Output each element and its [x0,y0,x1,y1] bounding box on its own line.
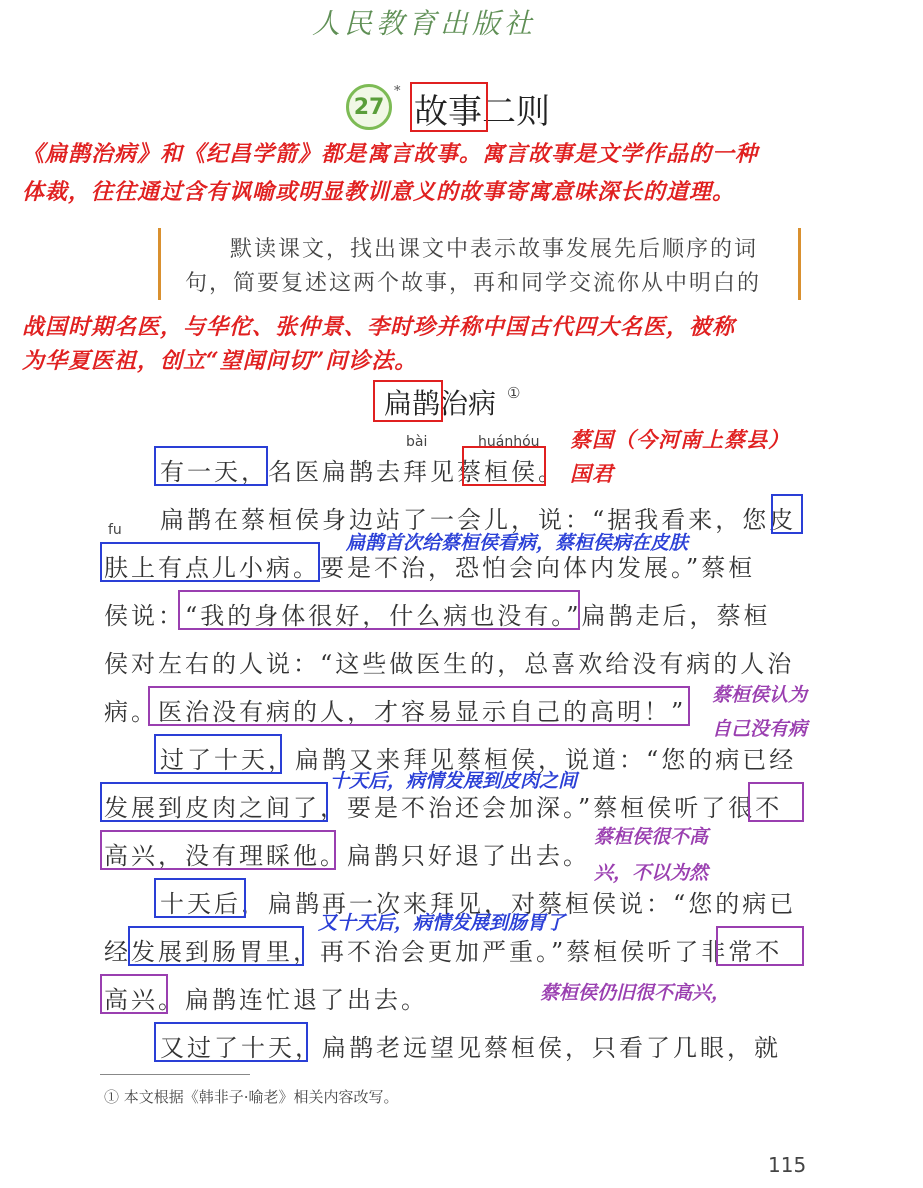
story-title-highlight-box [373,380,443,422]
footnote-marker: ① [507,384,521,402]
note-unhappy-2: 兴，不以为然 [594,862,709,884]
story-line-8: 发展到皮肉之间了，要是不治还会加深。”蔡桓侯听了很不 [104,794,783,822]
prompt-left-bar [158,228,161,300]
footnote-rule [100,1074,250,1075]
box-gaoxing-li [100,830,336,870]
story-title: 扁鹊治病 [384,387,497,420]
note-no-illness-2: 自己没有病 [712,718,808,740]
pinyin-fu: fu [108,522,122,538]
note-ruler: 国君 [570,461,614,486]
prompt-line1: 默读课文，找出课文中表示故事发展先后顺序的词 [230,237,759,262]
lesson-title: 故事二则 [414,92,550,132]
story-line-10: 十天后，扁鹊再一次来拜见，对蔡桓侯说：“您的病已 [160,890,797,918]
story-line-13: 又过了十天，扁鹊老远望见蔡桓侯，只看了几眼，就 [160,1034,781,1062]
box-shenti-henhao [178,590,580,630]
genre-annotation-line2: 体裁，往往通过含有讽喻或明显教训意义的故事寄寓意味深长的道理。 [22,179,736,205]
story-line-9: 高兴，没有理睬他。扁鹊只好退了出去。 [104,842,590,870]
box-feichang-bu [716,926,804,966]
page-number: 115 [768,1153,807,1177]
story-line-7: 过了十天，扁鹊又来拜见蔡桓侯，说道：“您的病已经 [160,746,797,774]
lesson-number-badge: 27 [346,84,392,130]
story-line-4: 侯说：“我的身体很好，什么病也没有。”扁鹊走后，蔡桓 [104,602,771,630]
box-cai-huan-hou [462,446,546,486]
prompt-line2: 句，简要复述这两个故事，再和同学交流你从中明白的 [185,271,762,296]
box-changwei [128,926,304,966]
box-guo-le-shi-tian [154,734,282,774]
title-highlight-box [410,82,488,132]
bianque-annotation-line2: 为华夏医祖，创立“望闻问切”问诊法。 [22,348,418,374]
note-cai-state: 蔡国（今河南上蔡县） [570,427,790,452]
box-yizhi [148,686,690,726]
box-pi [771,494,803,534]
note-ten-days: 十天后，病情发展到皮肉之间 [330,770,578,792]
note-skin: 扁鹊首次给蔡桓侯看病，蔡桓侯病在皮肤 [346,532,689,554]
note-no-illness-1: 蔡桓侯认为 [712,684,808,706]
note-unhappy-1: 蔡桓侯很不高 [594,826,709,848]
story-line-12: 高兴。扁鹊连忙退了出去。 [104,986,428,1014]
story-line-3: 肤上有点儿小病。要是不治，恐怕会向体内发展。”蔡桓 [104,554,756,582]
bianque-annotation-line1: 战国时期名医，与华佗、张仲景、李时珍并称中国古代四大名医，被称 [22,314,736,340]
story-line-1: 有一天，名医扁鹊去拜见蔡桓侯。 [160,458,565,486]
note-still-unhappy: 蔡桓侯仍旧很不高兴， [540,982,731,1004]
footnote-text: ① 本文根据《韩非子·喻老》相关内容改写。 [104,1088,399,1106]
lesson-asterisk: * [394,84,401,99]
box-gaoxing-2 [100,974,168,1014]
story-line-6: 病。医治没有病的人，才容易显示自己的高明！” [104,698,687,726]
box-you-guo-le-shi-tian [154,1022,308,1062]
box-shi-tian-hou [154,878,246,918]
box-you-yi-tian [154,446,268,486]
note-stomach: 又十天后，病情发展到肠胃了 [318,912,566,934]
box-pirou-zhijian [100,782,328,822]
pinyin-bai: bài [406,434,428,450]
box-fu-shang [100,542,320,582]
genre-annotation-line1: 《扁鹊治病》和《纪昌学箭》都是寓言故事。寓言故事是文学作品的一种 [22,141,759,167]
story-line-11: 经发展到肠胃里，再不治会更加严重。”蔡桓侯听了非常不 [104,938,783,966]
story-line-2: 扁鹊在蔡桓侯身边站了一会儿，说：“据我看来，您皮 [160,506,797,534]
publisher-logo: 人民教育出版社 [312,7,537,40]
story-line-5: 侯对左右的人说：“这些做医生的，总喜欢给没有病的人治 [104,650,795,678]
box-hen-bu [748,782,804,822]
pinyin-huanhou: huánhóu [478,434,540,450]
prompt-right-bar [798,228,801,300]
